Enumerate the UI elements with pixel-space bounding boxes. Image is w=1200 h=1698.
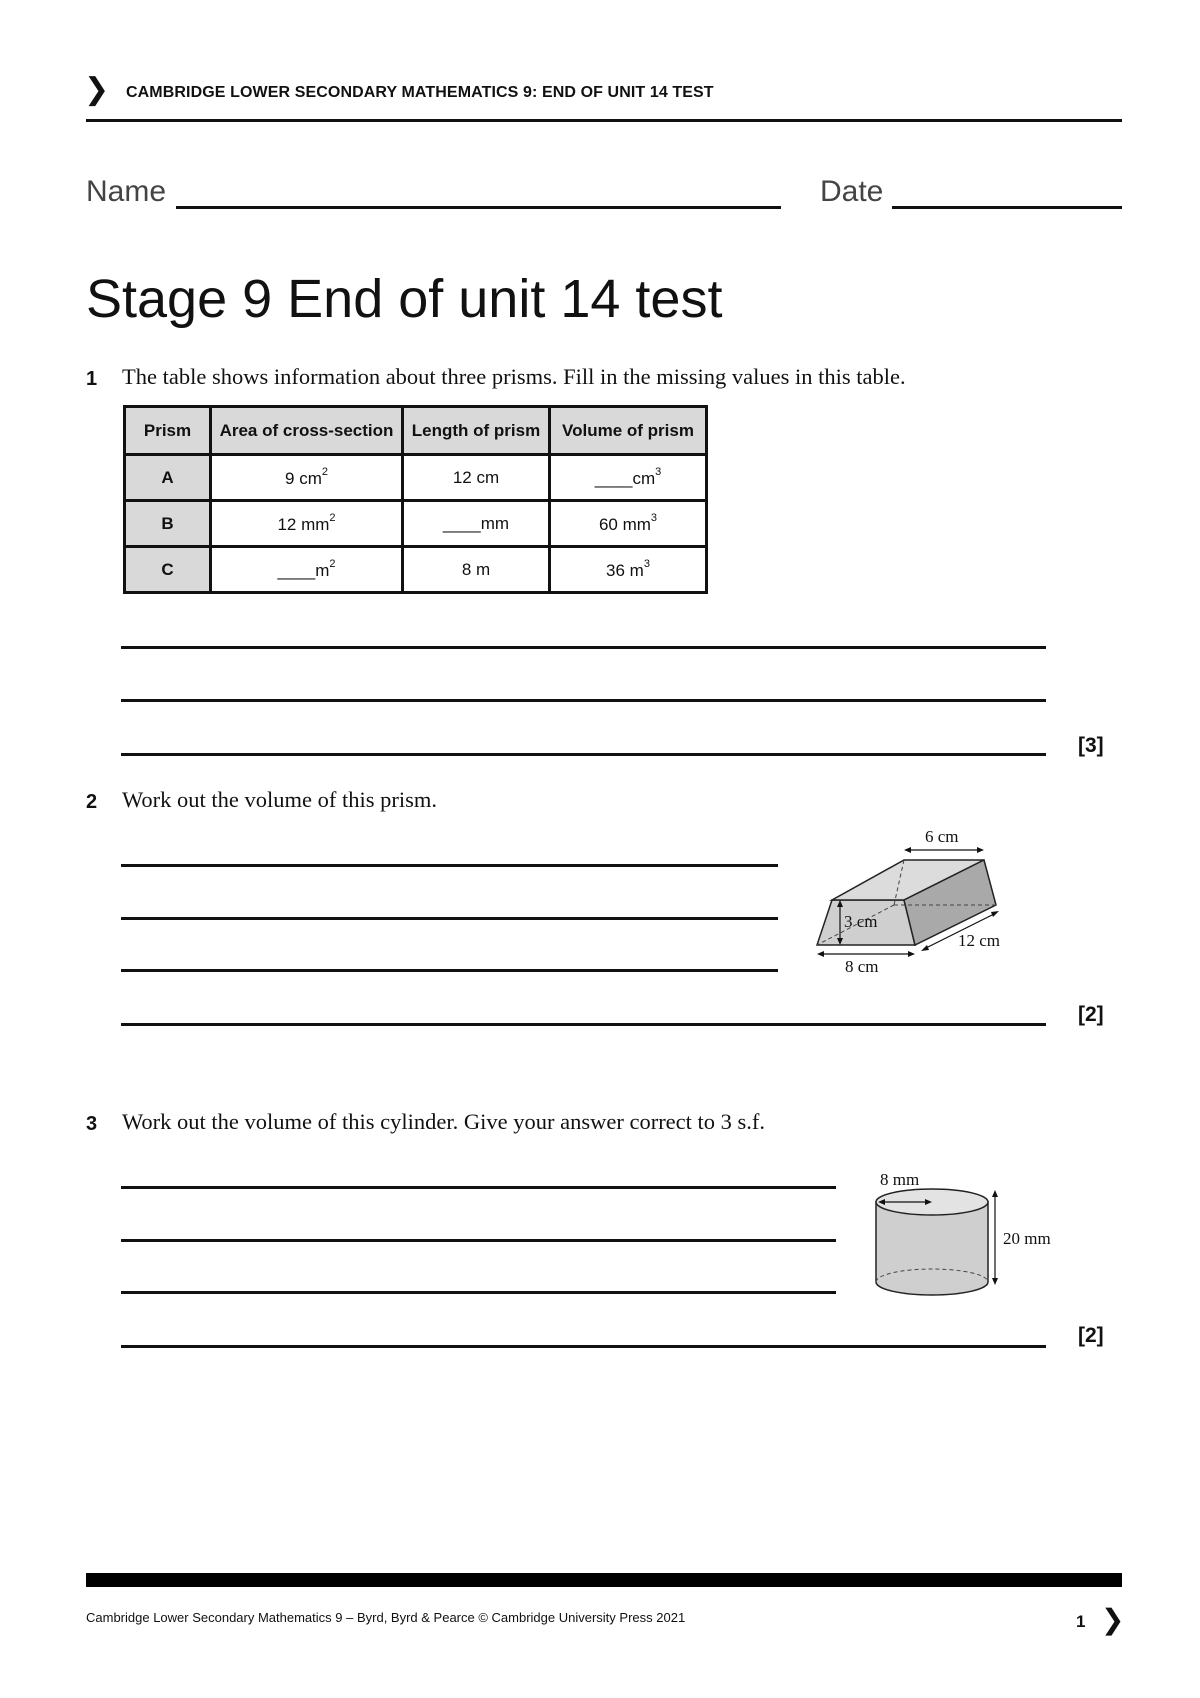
- answer-line[interactable]: [121, 1186, 836, 1189]
- prism-label: A: [125, 455, 211, 501]
- next-page-icon[interactable]: ❯: [1101, 1603, 1125, 1636]
- date-label: Date: [820, 175, 884, 208]
- question-3-number: 3: [86, 1113, 98, 1135]
- answer-line[interactable]: [121, 753, 1046, 756]
- footer-bar: [86, 1573, 1122, 1587]
- answer-line[interactable]: [121, 646, 1046, 649]
- answer-line[interactable]: [121, 917, 778, 920]
- page-number: 1: [1076, 1612, 1086, 1631]
- cylinder-height-label: 20 mm: [1003, 1229, 1051, 1248]
- name-field[interactable]: [176, 206, 781, 209]
- cylinder-diagram: [860, 1160, 1070, 1305]
- prisms-table: [123, 405, 708, 594]
- answer-line[interactable]: [121, 1345, 1046, 1348]
- footer-credit: Cambridge Lower Secondary Mathematics 9 – Byrd, Byrd & Pearce © Cambridge University Press 2021: [86, 1610, 686, 1625]
- answer-line[interactable]: [121, 969, 778, 972]
- answer-line[interactable]: [121, 1291, 836, 1294]
- table-header: Area of cross-section: [211, 407, 403, 455]
- area-cell[interactable]: $\_\_\_\_m^2$: [211, 547, 403, 593]
- question-2-number: 2: [86, 791, 98, 813]
- prism-base-label: 8 cm: [845, 957, 879, 976]
- marks-label: [2]: [1078, 1003, 1104, 1026]
- answer-line[interactable]: [121, 1239, 836, 1242]
- header-title: CAMBRIDGE LOWER SECONDARY MATHEMATICS 9: END OF UNIT 14 TEST: [126, 84, 714, 101]
- header-rule: [86, 119, 1122, 122]
- name-label: Name: [86, 175, 167, 208]
- question-1-text: The table shows information about three prisms. Fill in the missing values in this table.: [122, 364, 906, 389]
- answer-line[interactable]: [121, 699, 1046, 702]
- table-header: Prism: [125, 407, 211, 455]
- marks-label: [3]: [1078, 734, 1104, 757]
- prism-label: C: [125, 547, 211, 593]
- marks-label: [2]: [1078, 1324, 1104, 1347]
- table-row: [125, 455, 707, 501]
- answer-line[interactable]: [121, 864, 778, 867]
- date-field[interactable]: [892, 206, 1122, 209]
- volume-cell: 60 $mm^3$: [550, 501, 707, 547]
- area-cell: 12 $mm^2$: [211, 501, 403, 547]
- area-cell: 9 $cm^2$: [211, 455, 403, 501]
- question-2-text: Work out the volume of this prism.: [122, 787, 438, 812]
- volume-cell: 36 $m^3$: [550, 547, 707, 593]
- answer-line[interactable]: [121, 1023, 1046, 1026]
- prism-top-label: 6 cm: [925, 827, 959, 846]
- length-cell: 12 cm: [403, 455, 550, 501]
- question-1-number: 1: [86, 368, 98, 390]
- length-cell[interactable]: ____mm: [403, 501, 550, 547]
- prism-label: B: [125, 501, 211, 547]
- prism-diagram: [800, 820, 1040, 980]
- length-cell: 8 m: [403, 547, 550, 593]
- cylinder-radius-label: 8 mm: [880, 1170, 920, 1189]
- table-row: [125, 501, 707, 547]
- table-row: [125, 547, 707, 593]
- chevron-right-icon: ❯: [84, 72, 110, 107]
- volume-cell[interactable]: $\_\_\_\_cm^3$: [550, 455, 707, 501]
- table-header: Length of prism: [403, 407, 550, 455]
- question-3-text: Work out the volume of this cylinder. Give your answer correct to 3 s.f.: [122, 1109, 766, 1134]
- table-header: Volume of prism: [550, 407, 707, 455]
- page-title: Stage 9 End of unit 14 test: [86, 269, 723, 329]
- prism-height-label: 3 cm: [844, 912, 878, 931]
- prism-length-label: 12 cm: [958, 931, 1001, 950]
